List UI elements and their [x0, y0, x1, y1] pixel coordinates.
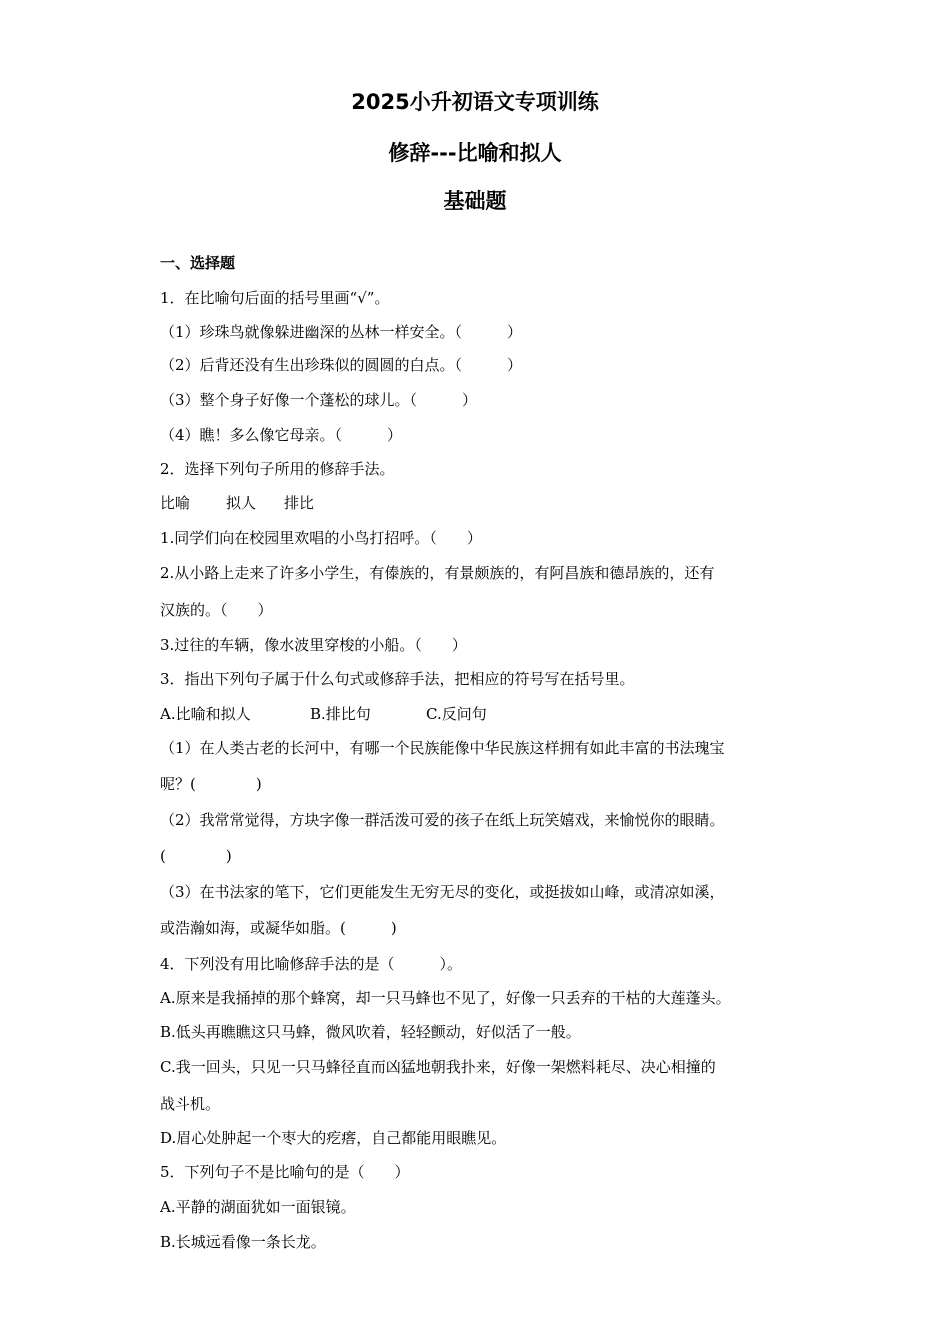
q1-item-3: （3）整个身子好像一个蓬松的球儿。（ ）	[160, 391, 478, 409]
q3-option-b: B.排比句	[310, 705, 371, 723]
q2-item-2-line-1: 2.从小路上走来了许多小学生，有傣族的，有景颇族的，有阿昌族和德昂族的，还有	[160, 564, 715, 582]
q2-stem: 2．选择下列句子所用的修辞手法。	[160, 460, 395, 478]
q3-item-3-line-2: 或浩瀚如海，或凝华如脂。( )	[160, 919, 397, 937]
q1-stem: 1．在比喻句后面的括号里画“√”。	[160, 289, 390, 307]
q3-item-2-line-2: ( )	[160, 847, 232, 865]
q3-item-3-line-1: （3）在书法家的笔下，它们更能发生无穷无尽的变化，或挺拔如山峰，或清凉如溪，	[160, 883, 725, 901]
q2-item-1: 1.同学们向在校园里欢唱的小鸟打招呼。（ ）	[160, 529, 482, 547]
q3-item-1-line-1: （1）在人类古老的长河中，有哪一个民族能像中华民族这样拥有如此丰富的书法瑰宝	[160, 739, 725, 757]
q5-option-b: B.长城远看像一条长龙。	[160, 1233, 326, 1251]
document-subtitle: 修辞---比喻和拟人	[388, 141, 562, 165]
q3-item-2-line-1: （2）我常常觉得，方块字像一群活泼可爱的孩子在纸上玩笑嬉戏，来愉悦你的眼睛。	[160, 811, 725, 829]
q2-item-3: 3.过往的车辆，像水波里穿梭的小船。（ ）	[160, 636, 467, 654]
q2-option-2: 拟人	[226, 494, 257, 512]
q4-option-b: B.低头再瞧瞧这只马蜂，微风吹着，轻轻颤动，好似活了一般。	[160, 1023, 581, 1041]
q4-option-d: D.眉心处肿起一个枣大的疙瘩，自己都能用眼瞧见。	[160, 1129, 507, 1147]
q3-item-1-line-2: 呢？( )	[160, 775, 262, 793]
q5-option-a: A.平静的湖面犹如一面银镜。	[160, 1198, 356, 1216]
q2-option-3: 排比	[284, 494, 315, 512]
q4-option-c-line-2: 战斗机。	[160, 1095, 221, 1113]
q3-options	[160, 704, 800, 724]
q1-item-4: （4）瞧！多么像它母亲。（ ）	[160, 426, 403, 444]
q4-stem: 4．下列没有用比喻修辞手法的是（ ）。	[160, 955, 463, 973]
q3-option-a: A.比喻和拟人	[160, 705, 251, 723]
document-title: 2025小升初语文专项训练	[351, 90, 599, 114]
section-heading: 一、选择题	[160, 254, 236, 272]
document-level: 基础题	[443, 189, 507, 213]
q1-item-2: （2）后背还没有生出珍珠似的圆圆的白点。（ ）	[160, 356, 523, 374]
q4-option-c-line-1: C.我一回头，只见一只马蜂径直而凶猛地朝我扑来，好像一架燃料耗尽、决心相撞的	[160, 1058, 716, 1076]
q3-option-c: C.反问句	[426, 705, 487, 723]
q1-item-1: （1）珍珠鸟就像躲进幽深的丛林一样安全。（ ）	[160, 323, 523, 341]
q5-stem: 5．下列句子不是比喻句的是（ ）	[160, 1163, 410, 1181]
q2-options	[160, 493, 800, 513]
q3-stem: 3．指出下列句子属于什么句式或修辞手法，把相应的符号写在括号里。	[160, 670, 635, 688]
q4-option-a: A.原来是我捅掉的那个蜂窝，却一只马蜂也不见了，好像一只丢弃的干枯的大莲蓬头。	[160, 989, 731, 1007]
q2-item-2-line-2: 汉族的。（ ）	[160, 601, 273, 619]
q2-option-1: 比喻	[160, 494, 191, 512]
